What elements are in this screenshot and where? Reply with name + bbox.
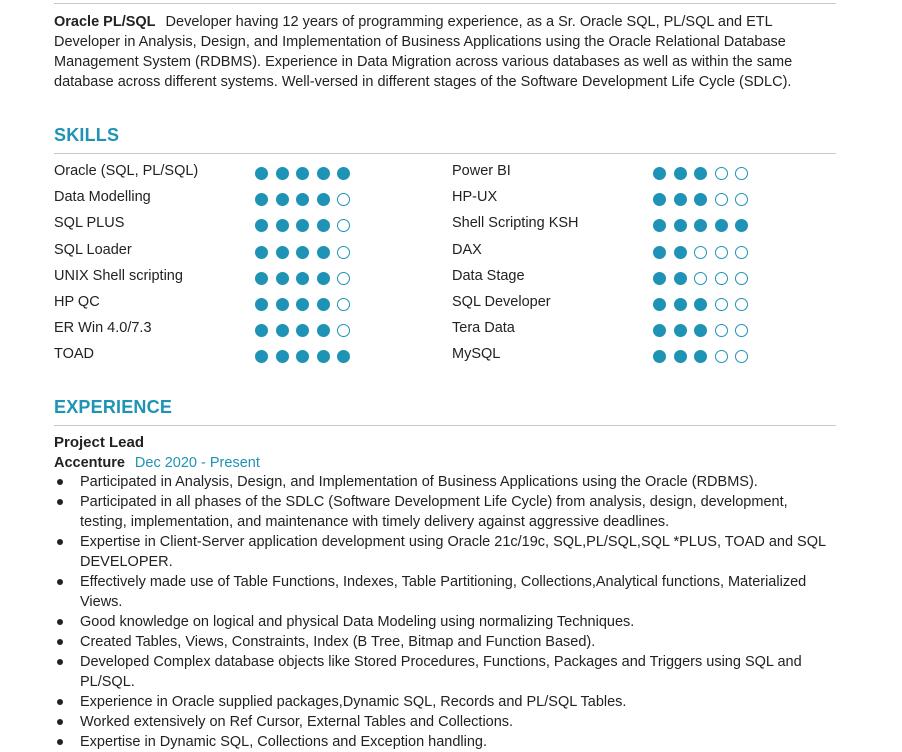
- skill-rating: [653, 350, 756, 363]
- bullet-text: Participated in Analysis, Design, and Implementation of Business Applications using the Oracle (RDBMS).: [80, 474, 758, 490]
- rating-dot-filled-icon: [694, 324, 707, 337]
- skill-rating: [255, 298, 358, 311]
- rating-dot-filled-icon: [653, 219, 666, 232]
- skill-row: [54, 318, 414, 344]
- rating-dot-filled-icon: [653, 272, 666, 285]
- rating-dot-empty-icon: [735, 167, 748, 180]
- rating-dot-filled-icon: [296, 219, 309, 232]
- experience-heading: EXPERIENCE: [54, 397, 173, 417]
- skill-rating: [255, 167, 358, 180]
- rating-dot-filled-icon: [255, 324, 268, 337]
- bullet-text: Expertise in Dynamic SQL, Collections and Exception handling.: [80, 734, 488, 750]
- skill-name: Data Modelling: [54, 189, 151, 206]
- rating-dot-filled-icon: [317, 193, 330, 206]
- company-name: Accenture: [54, 455, 125, 471]
- skill-name: DAX: [452, 241, 482, 258]
- rating-dot-empty-icon: [694, 272, 707, 285]
- rating-dot-empty-icon: [715, 272, 728, 285]
- skill-rating: [653, 272, 756, 285]
- rating-dot-filled-icon: [694, 298, 707, 311]
- rating-dot-filled-icon: [296, 167, 309, 180]
- skill-name: Data Stage: [452, 267, 525, 284]
- rating-dot-filled-icon: [674, 193, 687, 206]
- rating-dot-filled-icon: [674, 219, 687, 232]
- rating-dot-empty-icon: [337, 272, 350, 285]
- rating-dot-filled-icon: [694, 167, 707, 180]
- rating-dot-filled-icon: [296, 246, 309, 259]
- experience-bullet: [80, 632, 836, 652]
- skill-row: [452, 213, 812, 239]
- skill-name: ER Win 4.0/7.3: [54, 320, 152, 337]
- rating-dot-empty-icon: [715, 167, 728, 180]
- rating-dot-filled-icon: [276, 246, 289, 259]
- rating-dot-filled-icon: [276, 298, 289, 311]
- skill-name: HP-UX: [452, 189, 498, 206]
- skill-rating: [255, 246, 358, 259]
- skill-name: SQL Loader: [54, 241, 132, 258]
- rating-dot-filled-icon: [653, 246, 666, 259]
- job-dates: Dec 2020 - Present: [134, 455, 260, 471]
- rating-dot-filled-icon: [674, 272, 687, 285]
- skill-row: [54, 213, 414, 239]
- rating-dot-filled-icon: [337, 350, 350, 363]
- rating-dot-empty-icon: [715, 350, 728, 363]
- rating-dot-filled-icon: [276, 324, 289, 337]
- skill-rating: [255, 272, 358, 285]
- experience-divider: [54, 425, 836, 426]
- rating-dot-filled-icon: [694, 350, 707, 363]
- rating-dot-filled-icon: [276, 272, 289, 285]
- rating-dot-filled-icon: [296, 272, 309, 285]
- skill-rating: [255, 350, 358, 363]
- rating-dot-empty-icon: [337, 193, 350, 206]
- bullet-icon: [57, 479, 63, 485]
- rating-dot-empty-icon: [735, 272, 748, 285]
- rating-dot-filled-icon: [296, 298, 309, 311]
- rating-dot-empty-icon: [715, 298, 728, 311]
- skill-rating: [255, 193, 358, 206]
- skill-name: Oracle (SQL, PL/SQL): [54, 163, 199, 179]
- bullet-text: Developed Complex database objects like Stored Procedures, Functions, Packages and Triggers using SQL and PL/SQL.: [80, 654, 802, 690]
- rating-dot-empty-icon: [735, 324, 748, 337]
- job-meta: [54, 453, 260, 473]
- rating-dot-filled-icon: [317, 272, 330, 285]
- rating-dot-filled-icon: [674, 298, 687, 311]
- skill-name: SQL Developer: [452, 293, 551, 310]
- skill-row: [452, 344, 812, 370]
- skill-row: [54, 187, 414, 213]
- rating-dot-filled-icon: [276, 219, 289, 232]
- skill-name: UNIX Shell scripting: [54, 267, 183, 284]
- rating-dot-filled-icon: [276, 193, 289, 206]
- rating-dot-filled-icon: [317, 324, 330, 337]
- experience-bullet: [80, 732, 836, 752]
- skill-rating: [653, 219, 756, 232]
- rating-dot-filled-icon: [255, 272, 268, 285]
- skill-rating: [653, 246, 756, 259]
- rating-dot-filled-icon: [337, 167, 350, 180]
- skill-rating: [653, 298, 756, 311]
- skills-heading: SKILLS: [54, 125, 120, 145]
- rating-dot-filled-icon: [255, 219, 268, 232]
- skills-left-column: [54, 161, 414, 371]
- skill-name: SQL PLUS: [54, 215, 125, 232]
- skill-name: MySQL: [452, 346, 501, 363]
- skill-row: [452, 318, 812, 344]
- bullet-text: Good knowledge on logical and physical Data Modeling using normalizing Techniques.: [80, 614, 635, 630]
- rating-dot-filled-icon: [255, 193, 268, 206]
- bullet-text: Worked extensively on Ref Cursor, External Tables and Collections.: [80, 714, 514, 730]
- rating-dot-filled-icon: [674, 350, 687, 363]
- bullet-icon: [57, 699, 63, 705]
- bullet-icon: [57, 659, 63, 665]
- rating-dot-filled-icon: [317, 219, 330, 232]
- bullet-icon: [57, 619, 63, 625]
- rating-dot-empty-icon: [715, 246, 728, 259]
- experience-bullet: [80, 472, 836, 492]
- skills-right-column: [452, 161, 812, 371]
- rating-dot-filled-icon: [317, 167, 330, 180]
- rating-dot-filled-icon: [296, 324, 309, 337]
- skill-name: Shell Scripting KSH: [452, 215, 579, 232]
- skill-rating: [653, 167, 756, 180]
- rating-dot-filled-icon: [674, 246, 687, 259]
- bullet-text: Created Tables, Views, Constraints, Index (B Tree, Bitmap and Function Based).: [80, 634, 596, 650]
- experience-bullet: [80, 492, 836, 532]
- rating-dot-empty-icon: [694, 246, 707, 259]
- rating-dot-filled-icon: [276, 350, 289, 363]
- skill-row: [54, 344, 414, 370]
- skills-divider: [54, 153, 836, 154]
- experience-bullet: [80, 692, 836, 712]
- skill-row: [452, 240, 812, 266]
- rating-dot-filled-icon: [317, 298, 330, 311]
- rating-dot-filled-icon: [296, 350, 309, 363]
- rating-dot-filled-icon: [735, 219, 748, 232]
- bullet-icon: [57, 539, 63, 545]
- rating-dot-empty-icon: [735, 350, 748, 363]
- summary-lead: Oracle PL/SQL: [54, 14, 156, 30]
- skill-rating: [653, 324, 756, 337]
- experience-bullet: [80, 652, 836, 692]
- skill-rating: [255, 324, 358, 337]
- experience-bullet: [80, 532, 836, 572]
- rating-dot-filled-icon: [653, 324, 666, 337]
- top-divider: [54, 3, 836, 4]
- skill-name: Tera Data: [452, 320, 515, 337]
- bullet-icon: [57, 719, 63, 725]
- rating-dot-filled-icon: [674, 324, 687, 337]
- rating-dot-filled-icon: [317, 246, 330, 259]
- experience-bullet: [80, 612, 836, 632]
- rating-dot-empty-icon: [337, 246, 350, 259]
- rating-dot-filled-icon: [317, 350, 330, 363]
- rating-dot-empty-icon: [337, 324, 350, 337]
- bullet-icon: [57, 579, 63, 585]
- rating-dot-filled-icon: [653, 298, 666, 311]
- rating-dot-empty-icon: [735, 298, 748, 311]
- bullet-text: Experience in Oracle supplied packages,Dynamic SQL, Records and PL/SQL Tables.: [80, 694, 627, 710]
- rating-dot-filled-icon: [674, 167, 687, 180]
- experience-bullet: [80, 572, 836, 612]
- rating-dot-empty-icon: [337, 219, 350, 232]
- rating-dot-filled-icon: [715, 219, 728, 232]
- experience-bullet: [80, 712, 836, 732]
- rating-dot-filled-icon: [255, 298, 268, 311]
- rating-dot-filled-icon: [653, 193, 666, 206]
- skill-row: [452, 266, 812, 292]
- rating-dot-filled-icon: [694, 219, 707, 232]
- bullet-icon: [57, 499, 63, 505]
- rating-dot-empty-icon: [715, 324, 728, 337]
- job-title: Project Lead: [54, 434, 145, 451]
- experience-bullets: [80, 472, 836, 752]
- rating-dot-empty-icon: [337, 298, 350, 311]
- skill-row: [54, 161, 414, 187]
- rating-dot-filled-icon: [276, 167, 289, 180]
- bullet-icon: [57, 739, 63, 745]
- skill-rating: [255, 219, 358, 232]
- skill-row: [452, 187, 812, 213]
- skill-name: TOAD: [54, 346, 95, 363]
- bullet-icon: [57, 639, 63, 645]
- rating-dot-empty-icon: [735, 246, 748, 259]
- rating-dot-filled-icon: [653, 167, 666, 180]
- skill-row: [452, 161, 812, 187]
- bullet-text: Effectively made use of Table Functions, Indexes, Table Partitioning, Collections,Analytical functions, Materialized Views.: [80, 574, 807, 610]
- skill-name: HP QC: [54, 293, 100, 310]
- rating-dot-empty-icon: [715, 193, 728, 206]
- rating-dot-filled-icon: [653, 350, 666, 363]
- rating-dot-filled-icon: [296, 193, 309, 206]
- rating-dot-filled-icon: [255, 246, 268, 259]
- skill-row: [452, 292, 812, 318]
- skill-row: [54, 292, 414, 318]
- rating-dot-filled-icon: [694, 193, 707, 206]
- bullet-text: Expertise in Client-Server application development using Oracle 21c/19c, SQL,PL/SQL,SQL *PLUS, TOAD and SQL DEVELOPER.: [80, 534, 826, 570]
- bullet-text: Participated in all phases of the SDLC (Software Development Life Cycle) from analysis, design, development, testing, implementation, and maintenance with timely delivery against aggressive deadlines.: [80, 494, 788, 530]
- rating-dot-filled-icon: [255, 350, 268, 363]
- rating-dot-empty-icon: [735, 193, 748, 206]
- skill-row: [54, 240, 414, 266]
- summary-text: Developer having 12 years of programming experience, as a Sr. Oracle SQL, PL/SQL and ETL Developer in Analysis, Design, and Implementation of Business Applications using the Oracle Relational Database Management System (RDBMS). Experience in Data Migration across various databases as well as within the same database across different systems. Well-versed in different stages of the Software Development Life Cycle (SDLC).: [54, 14, 793, 90]
- rating-dot-filled-icon: [255, 167, 268, 180]
- skill-row: [54, 266, 414, 292]
- skill-rating: [653, 193, 756, 206]
- skill-name: Power BI: [452, 163, 511, 179]
- summary-paragraph: [54, 12, 836, 92]
